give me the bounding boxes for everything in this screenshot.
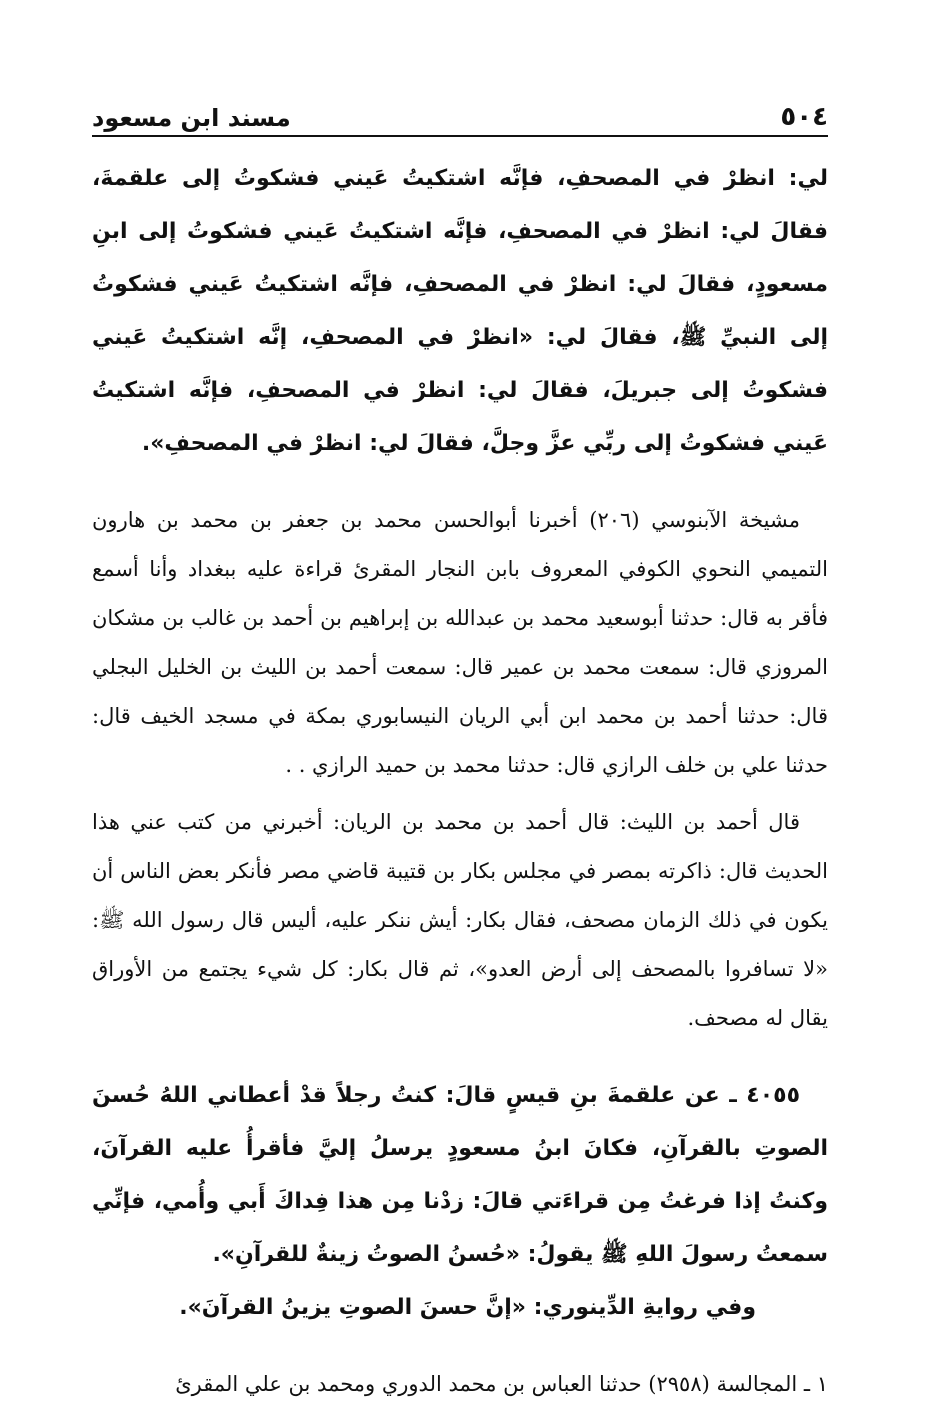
- header-divider: [92, 135, 828, 137]
- takhrij-paragraph-mujalasa: ١ ـ المجالسة (٢٩٥٨) حدثنا العباس بن محمد الدوري ومحمد بن علي المقرئ: [175, 1372, 828, 1396]
- hadith-text: عن علقمةَ بنِ قيسٍ قالَ: كنتُ رجلاً قدْ أعطاني اللهُ حُسنَ الصوتِ بالقرآنِ، فكانَ ابنُ مسعودٍ يرسلُ إليَّ فأقرأُ عليه القرآنَ، وكنتُ إذا فرغتُ مِن قراءَتي قالَ: زدْنا مِن هذا فِداكَ أَبي وأُمي، فإنِّي سمعتُ رسولَ اللهِ ﷺ يقولُ: «حُسنُ الصوتُ زينةٌ للقرآنِ».: [92, 1083, 828, 1267]
- page-body: [92, 152, 828, 1409]
- takhrij-paragraph-mashyakha: مشيخة الآبنوسي (٢٠٦) أخبرنا أبوالحسن محمد بن جعفر بن محمد بن هارون التميمي النحوي الكوفي المعروف بابن النجار المقرئ قراءة عليه ببغداد وأنا أسمع فأقر به قال: حدثنا أبوسعيد محمد بن عبدالله بن إبراهيم بن أحمد بن غالب بن مشكان المروزي قال: سمعت محمد بن عمير قال: سمعت أحمد بن الليث بن الخليل البجلي قال: حدثنا أحمد بن محمد ابن أبي الريان النيسابوري بمكة في مسجد الخيف قال: حدثنا علي بن خلف الرازي قال: حدثنا محمد بن حميد الرازي . .: [92, 508, 828, 777]
- page-number: ٥٠٤: [780, 102, 828, 132]
- book-title: مسند ابن مسعود: [92, 104, 291, 132]
- riwaya-dinawari: وفي روايةِ الدِّينوري: «إنَّ حسنَ الصوتِ يزينُ القرآنَ».: [179, 1295, 756, 1320]
- hadith-number: ٤٠٥٥ ـ: [729, 1083, 800, 1108]
- hadith-4054-continuation: لي: انظرْ في المصحفِ، فإنَّه اشتكيتُ عَيني فشكوتُ إلى علقمةَ، فقالَ لي: انظرْ في المصحفِ، فإنَّه اشتكيتُ عَيني فشكوتُ إلى ابنِ مسعودٍ، فقالَ لي: انظرْ في المصحفِ، فإنَّه اشتكيتُ عَيني فشكوتُ إلى النبيِّ ﷺ، فقالَ لي: «انظرْ في المصحفِ، إنَّه اشتكيتُ عَيني فشكوتُ إلى جبريلَ، فقالَ لي: انظرْ في المصحفِ، فإنَّه اشتكيتُ عَيني فشكوتُ إلى ربِّي عزَّ وجلَّ، فقالَ لي: انظرْ في المصحفِ».: [92, 166, 828, 456]
- page-header: [92, 92, 828, 132]
- hadith-4055: [92, 1069, 828, 1281]
- takhrij-paragraph-ahmad-ibn-al-layth: قال أحمد بن الليث: قال أحمد بن محمد بن الريان: أخبرني من كتب عني هذا الحديث قال: ذاكرته بمصر في مجلس بكار بن قتيبة قاضي مصر فأنكر بعض الناس أن يكون في ذلك الزمان مصحف، فقال بكار: أيش ننكر عليه، أليس قال رسول الله ﷺ: «لا تسافروا بالمصحف إلى أرض العدو»، ثم قال بكار: كل شيء يجتمع من الأوراق يقال له مصحف.: [92, 810, 828, 1030]
